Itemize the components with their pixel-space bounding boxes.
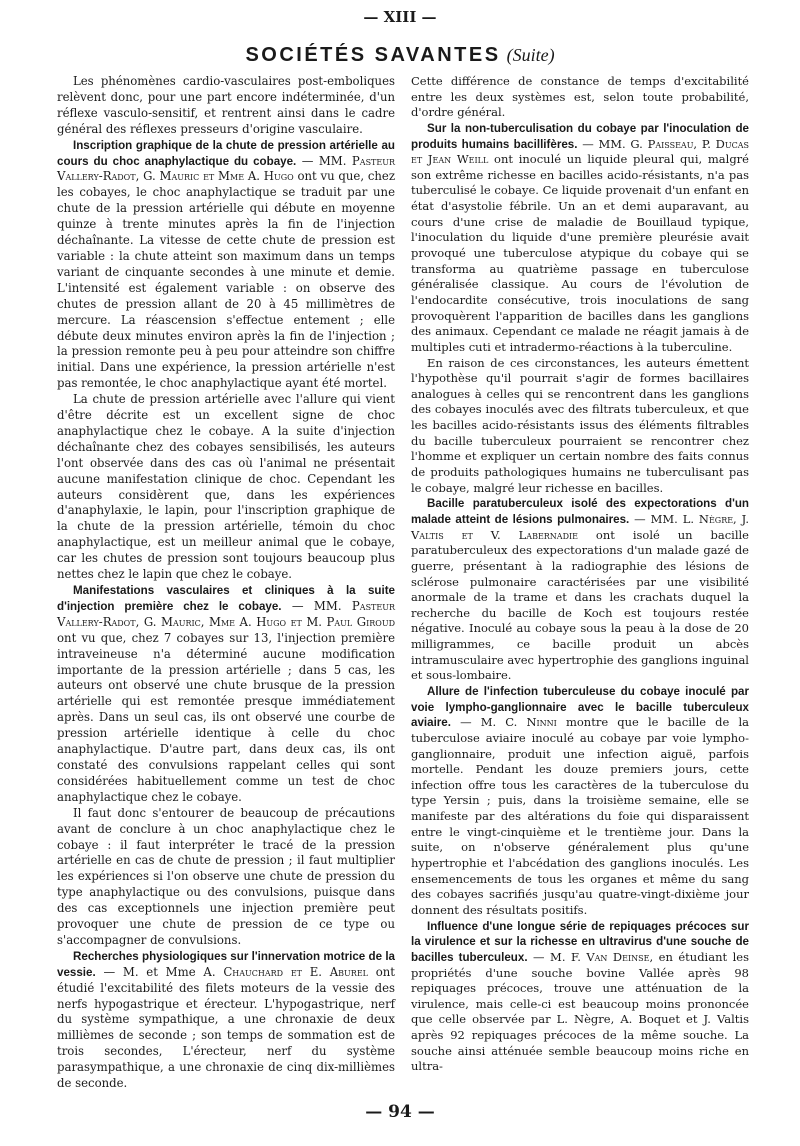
- article-heading: Manifestations vasculaires et cliniques à la suite d'injection première chez le cobaye.: [57, 584, 395, 613]
- article-authors: A. Chauchard et E. Aburel: [203, 964, 368, 979]
- article-entry: [57, 583, 395, 806]
- article-authors: Pasteur Vallery-Radot, G. Mauric, Mme A. Hugo et M. Paul Giroud: [57, 598, 395, 629]
- article-authors: L. Nègre, J. Valtis et V. Labernadie: [411, 511, 749, 542]
- left-column: [57, 74, 395, 1092]
- article-entry: [57, 949, 395, 1092]
- dash: — M.: [450, 715, 506, 730]
- dash: — MM.: [281, 598, 352, 613]
- article-heading: Allure de l'infection tuberculeuse du cobaye inoculé par voie lympho-ganglionnaire avec le bacille tuberculeux aviaire.: [411, 684, 749, 730]
- running-head: — XIII —: [363, 8, 437, 26]
- article-body: ont inoculé un liquide pleural qui, malgré son extrême richesse en bacilles acido-résistants, n'a pas tuberculisé le cobaye. Ce liquide provenait d'un enfant en état d'asystolie fébrile. Un an et demi auparavant, au cours d'une crise de maladie de Bouillaud typique, l'inoculation du liquide d'une première pleurésie avait provoqué une tuberculose atypique du cobaye qui se transforma au quatrième passage en tuberculose généralisée classique. Au cours de l'évolution de l'endocardite consécutive, trois inoculations de sang provoquèrent l'apparition de bacilles dans les ganglions des animaux. Cependant ce malade ne réagit jamais à de multiples cuti et intradermo-réactions à la tuberculine.: [411, 152, 749, 354]
- article-heading: Inscription graphique de la chute de pression artérielle au cours du choc anaphylactique du cobaye.: [57, 138, 395, 168]
- dash: — MM.: [296, 153, 352, 168]
- article-heading: Recherches physiologiques sur l'innervation motrice de la vessie.: [57, 949, 395, 979]
- article-heading: Sur la non-tuberculisation du cobaye par l'inoculation de produits humains bacillifères.: [411, 121, 749, 151]
- article-authors: G. Paisseau, P. Ducas et Jean Weill: [411, 136, 749, 167]
- article-heading: Influence d'une longue série de repiquages précoces sur la virulence et sur la richesse en ultravirus d'une souche de bacilles tuberculeux.: [411, 919, 749, 964]
- dash: — M. et Mme: [95, 964, 204, 979]
- page-number: — 94 —: [365, 1102, 435, 1122]
- article-authors: C. Ninni: [505, 715, 557, 730]
- dash: — MM.: [629, 511, 683, 526]
- right-column: [411, 74, 749, 1075]
- article-entry: [411, 684, 749, 919]
- article-body: ont isolé un bacille paratuberculeux des expectorations d'un malade gazé de guerre, présentant à la radiographie des lésions de sclérose pulmonaire caractérisées par une visibilité anormale de la trame et dans les crachats duquel la recherche du bacille de Koch est toujours restée négative. Inoculé au cobaye sous la peau à la dose de 20 milligrammes, ce bacille produit un abcès intramusculaire avec hypertrophie des ganglions inguinal et sous-lombaire.: [411, 527, 749, 683]
- article-body: , en étudiant les propriétés d'une souche bovine Vallée après 98 repiquages précoces, trouve une atténuation de la virulence, mais celle-ci est beaucoup moins prononcée que celle observée par L. Nègre, A. Boquet et J. Valtis après 92 repiquages précoces de la même souche. La souche ainsi atténuée semble beaucoup moins riche en ultra-: [411, 949, 750, 1074]
- paragraph: En raison de ces circonstances, les auteurs émettent l'hypothèse qu'il pourrait s'agir de formes bacillaires analogues à celles qui se rencontrent dans les ganglions des cobayes inoculés avec des filtrats tuberculeux, et que les bacilles acido-résistants issus des éléments filtrables du bacille tuberculeux pourraient se rencontrer chez l'homme et expliquer un certain nombre des faits connus de produits pathologiques humains ne tuberculisant pas le cobaye, malgré leur richesse en bacilles.: [411, 355, 749, 495]
- paragraph: Cette différence de constance de temps d'excitabilité entre les deux systèmes est, selon toute probabilité, d'ordre général.: [411, 74, 749, 120]
- article-body: montre que le bacille de la tuberculose aviaire inoculé au cobaye par voie lympho-ganglionnaire, produit une infection aiguë, parfois mortelle. Pendant les douze premiers jours, cette infection offre tous les caractères de la tuberculose du type Yersin ; puis, dans la troisième semaine, elle se manifeste par des altérations du foie qui disparaissent entre le vingt-cinquième et le trentième jour. Dans la suite, on n'observe généralement plus qu'une hypertrophie et l'abcédation des ganglions inoculés. Les ensemencements de tous les organes et même du sang des cobayes sacrifiés jusqu'au quatre-vingt-dixième jour donnent des résultats positifs.: [411, 715, 749, 917]
- paragraph: Il faut donc s'entourer de beaucoup de précautions avant de conclure à un choc anaphylactique chez le cobaye : il faut interpréter le tracé de la pression artérielle en cas de chute de pression ; il faut multiplier les expériences si l'on observe une chute de pression du type anaphylactique ou des convulsions, puisque dans des cas exceptionnels une injection première peut provoquer une chute de pression de ce type ou s'accompagner de convulsions.: [57, 805, 395, 947]
- title-suffix: (Suite): [506, 45, 555, 65]
- article-body: ont étudié l'excitabilité des filets moteurs de la vessie des nerfs hypogastrique et érecteur. L'hypogastrique, nerf du système sympathique, a une chronaxie de deux millièmes de seconde ; son temps de sommation est de trois secondes, L'érecteur, nerf du système parasympathique, a une chronaxie de cinq dix-millièmes de seconde.: [57, 964, 395, 1091]
- paragraph: La chute de pression artérielle avec l'allure qui vient d'être décrite est un excellent signe de choc anaphylactique chez le cobaye. A la suite d'injection déchaînante chez des cobayes sensibilisés, les auteurs l'ont observée dans des cas où l'animal ne présentait aucune manifestation clinique de choc. Cependant les auteurs considèrent que, dans les expériences d'anaphylaxie, le lapin, pour l'inscription graphique de la chute de la pression artérielle, témoin du choc anaphylactique, est un meilleur animal que le cobaye, car les chutes de pression sont toujours beaucoup plus nettes chez le lapin que chez le cobaye.: [57, 392, 395, 582]
- article-body: ont vu que, chez les cobayes, le choc anaphylactique se traduit par une chute de la pression artérielle qui débute en moyenne quinze à trente minutes après la fin de l'injection déchaînante. La vitesse de cette chute de pression est variable : la chute atteint son maximum dans un temps variant de cinquante secondes à une minute et demie. L'intensité est également variable : on observe des chutes de pression allant de 20 à 45 millimètres de mercure. La réascension s'effectue entement ; elle débute deux minutes environ après la fin de l'injection ; la pression remonte peu à peu pour atteindre son chiffre initial. Dans une expérience, la pression artérielle n'est pas remontée, le choc anaphylactique ayant été mortel.: [57, 169, 395, 391]
- title-text: SOCIÉTÉS SAVANTES: [245, 44, 501, 66]
- dash: — M.: [527, 949, 571, 964]
- page-title: [0, 44, 800, 67]
- article-heading: Bacille paratuberculeux isolé des expectorations d'un malade atteint de lésions pulmonaires.: [411, 497, 749, 526]
- article-entry: [411, 496, 749, 684]
- article-entry: [411, 121, 749, 356]
- article-authors: F. Van Deinse: [571, 949, 650, 964]
- paragraph: Les phénomènes cardio-vasculaires post-emboliques relèvent donc, pour une part encore indéterminée, d'un réflexe vasculo-sensitif, et rentrent ainsi dans le cadre général des réflexes presseurs d'origine vasculaire.: [57, 74, 395, 136]
- article-authors: Pasteur Vallery-Radot, G. Mauric et Mme A. Hugo: [57, 153, 395, 184]
- dash: — MM.: [577, 136, 631, 151]
- article-entry: [411, 919, 749, 1075]
- article-body: ont vu que, chez 7 cobayes sur 13, l'injection première intraveineuse n'a déterminé aucune modification importante de la pression artérielle ; dans 5 cas, les auteurs ont observé une chute brusque de la pression artérielle qui est remontée presque immédiatement après. Dans un seul cas, ils ont observé une courbe de pression artérielle identique à celle du choc anaphylactique. D'autre part, dans deux cas, ils ont constaté des convulsions rappelant celles qui sont considérées habituellement comme un test de choc anaphylactique chez le cobaye.: [57, 630, 395, 804]
- article-entry: [57, 138, 395, 393]
